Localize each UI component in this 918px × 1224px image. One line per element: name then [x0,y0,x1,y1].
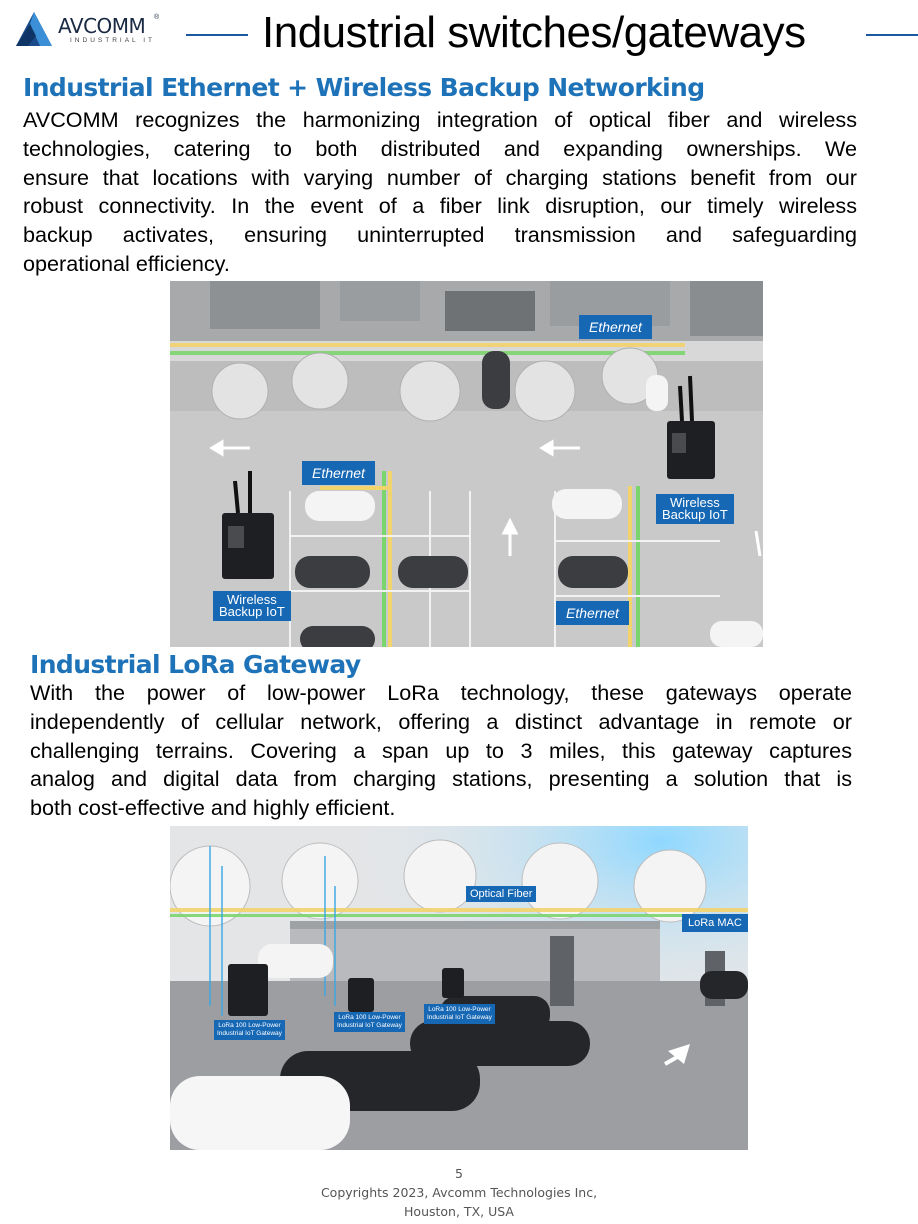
body-line: With the power of low-power LoRa technology, these gateways operate [30,680,852,705]
section-heading-ethernet: Industrial Ethernet + Wireless Backup Networking [23,73,705,102]
label-line: Backup IoT [662,507,728,522]
title-rule-left [186,34,248,36]
location-text: Houston, TX, USA [404,1204,514,1219]
label-line: LoRa 100 Low-Power [218,1022,281,1029]
label-wireless-backup-left [213,591,291,621]
body-line: challenging terrains. Covering a span up to 3 miles, this gateway captures [30,737,852,763]
body-line: robust connectivity. In the event of a fiber link disruption, our timely wireless [23,193,857,219]
gateway-icon [348,978,374,1012]
label-line: Industrial IoT Gateway [337,1022,402,1029]
parking-network-illustration [170,281,763,647]
logo-wordmark: AVCOMM [58,14,146,38]
page-number: 5 [455,1166,463,1181]
label-line: Backup IoT [219,604,285,619]
logo-trademark: ® [154,14,160,21]
page-title: Industrial switches/gateways [262,8,806,57]
gateway-icon [442,968,464,998]
label-line: LoRa 100 Low-Power [428,1006,491,1013]
label-line: Wireless [669,495,720,510]
label-line: Industrial IoT Gateway [217,1030,282,1037]
section-body-lora [30,679,852,823]
label-wireless-backup-right [656,494,734,524]
copyright-text: Copyrights 2023, Avcomm Technologies Inc, [320,1185,598,1200]
body-line: operational efficiency. [23,250,230,276]
body-line: both cost-effective and highly efficient. [30,795,396,821]
page-footer [0,1164,918,1221]
body-line: independently of cellular network, offering a distinct advantage in remote or [30,708,852,734]
section-body-ethernet [23,106,857,279]
label-ethernet-bottom: Ethernet [556,601,629,625]
label-optical-fiber: Optical Fiber [466,886,536,902]
label-line: Wireless [226,592,277,607]
label-line: Industrial IoT Gateway [427,1014,492,1021]
label-ethernet-middle: Ethernet [302,461,375,485]
body-line: analog and digital data from charging stations, presenting a solution that is [30,766,852,792]
label-ethernet-top: Ethernet [579,315,652,339]
label-gateway-right [424,1004,495,1024]
section-heading-lora: Industrial LoRa Gateway [30,650,361,679]
lora-gateway-illustration [170,826,748,1150]
title-rule-right [866,34,918,36]
body-line: technologies, catering to both distributed and expanding ownerships. We [23,135,857,161]
label-lora-mac: LoRa MAC [682,914,748,932]
body-line: AVCOMM recognizes the harmonizing integration of optical fiber and wireless [23,107,857,132]
label-gateway-left [214,1020,285,1040]
gateway-icon [228,964,268,1016]
logo-mark-icon [12,10,60,52]
logo-subtitle: INDUSTRIAL IT [70,37,155,44]
body-line: backup activates, ensuring uninterrupted transmission and safeguarding [23,222,857,248]
label-line: LoRa 100 Low-Power [338,1014,401,1021]
label-gateway-middle [334,1012,405,1032]
body-line: ensure that locations with varying number of charging stations benefit from our [23,164,857,190]
charging-station-scene [170,826,748,1150]
